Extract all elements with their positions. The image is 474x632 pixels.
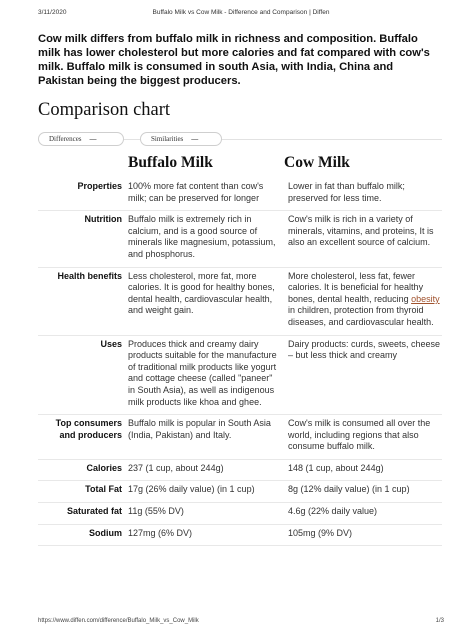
cow-cell: 105mg (9% DV) (288, 524, 442, 546)
differences-toggle[interactable] (38, 132, 124, 146)
row-label: Calories (38, 459, 128, 481)
buffalo-milk-column-header: Buffalo Milk (128, 154, 213, 171)
intro-paragraph (38, 32, 442, 88)
cow-cell-text: in children, protection from thyroid diseases, and cardiovascular health. (288, 305, 434, 327)
cow-cell: 8g (12% daily value) (in 1 cup) (288, 481, 442, 503)
print-page-title: Buffalo Milk vs Cow Milk - Difference and Comparison | Diffen (152, 9, 330, 16)
intro-cow-milk: Cow milk (38, 33, 88, 45)
cow-cell: Cow's milk is consumed all over the world, including regions that also consume buffalo milk. (288, 415, 442, 460)
buffalo-cell: 11g (55% DV) (128, 503, 288, 525)
row-label: Sodium (38, 524, 128, 546)
cow-cell: Cow's milk is rich in a variety of minerals, vitamins, and proteins, It is also an excellent source of calcium. (288, 211, 442, 267)
table-row (38, 481, 442, 503)
differences-label: Differences (49, 135, 82, 143)
buffalo-cell: Produces thick and creamy dairy products suitable for the manufacture of traditional milk products like yogurt and cottage cheese (called "paneer" in South Asia), as well as indigenous milk products like khoa and ghee. (128, 335, 288, 415)
buffalo-cell: Buffalo milk is extremely rich in calcium, and is a good source of minerals like magnesium, potassium, and phosphorus. (128, 211, 288, 267)
table-row (38, 335, 442, 415)
table-row (38, 503, 442, 525)
table-row (38, 459, 442, 481)
obesity-link[interactable]: obesity (411, 293, 440, 304)
table-row (38, 415, 442, 460)
intro-text-2: in richness and composition. Buffalo milk has lower cholesterol but more calories and fat compared with cow's milk. Buffalo milk is consumed in south Asia, with India, China and Pakistan being the biggest producers. (38, 33, 430, 87)
row-label: Top consumers and producers (38, 415, 128, 460)
collapse-icon: — (191, 135, 199, 143)
row-label: Nutrition (38, 211, 128, 267)
table-row (38, 178, 442, 211)
table-row (38, 267, 442, 335)
cow-cell (288, 267, 442, 335)
buffalo-cell: Less cholesterol, more fat, more calories. It is good for healthy bones, dental health, cardiovascular health, and weight gain. (128, 267, 288, 335)
table-row (38, 524, 442, 546)
cow-cell-text: More cholesterol, less fat, fewer calories. It is beneficial for healthy bones, dental health, reducing (288, 270, 424, 304)
cow-cell: 148 (1 cup, about 244g) (288, 459, 442, 481)
row-label: Total Fat (38, 481, 128, 503)
cow-cell: 4.6g (22% daily value) (288, 503, 442, 525)
collapse-icon: — (89, 135, 97, 143)
comparison-chart-heading: Comparison chart (38, 100, 171, 120)
similarities-toggle[interactable] (140, 132, 222, 146)
print-url: https://www.diffen.com/difference/Buffalo_Milk_vs_Cow_Milk (38, 618, 199, 624)
row-label: Properties (38, 178, 128, 211)
page-number: 1/3 (435, 618, 444, 624)
buffalo-cell: 17g (26% daily value) (in 1 cup) (128, 481, 288, 503)
cow-milk-column-header: Cow Milk (284, 154, 350, 171)
buffalo-cell: Buffalo milk is popular in South Asia (India, Pakistan) and Italy. (128, 415, 288, 460)
cow-cell: Lower in fat than buffalo milk; preserved for less time. (288, 178, 442, 211)
row-label: Uses (38, 335, 128, 415)
intro-buffalo-milk: buffalo milk (155, 33, 219, 45)
comparison-table (38, 178, 442, 546)
table-row (38, 211, 442, 267)
row-label: Health benefits (38, 267, 128, 335)
row-label: Saturated fat (38, 503, 128, 525)
cow-cell: Dairy products: curds, sweets, cheese – but less thick and creamy (288, 335, 442, 415)
similarities-label: Similarities (151, 135, 184, 143)
print-date: 3/11/2020 (38, 9, 67, 16)
buffalo-cell: 100% more fat content than cow's milk; can be preserved for longer (128, 178, 288, 211)
buffalo-cell: 237 (1 cup, about 244g) (128, 459, 288, 481)
buffalo-cell: 127mg (6% DV) (128, 524, 288, 546)
intro-text-1: differs from (87, 33, 156, 45)
